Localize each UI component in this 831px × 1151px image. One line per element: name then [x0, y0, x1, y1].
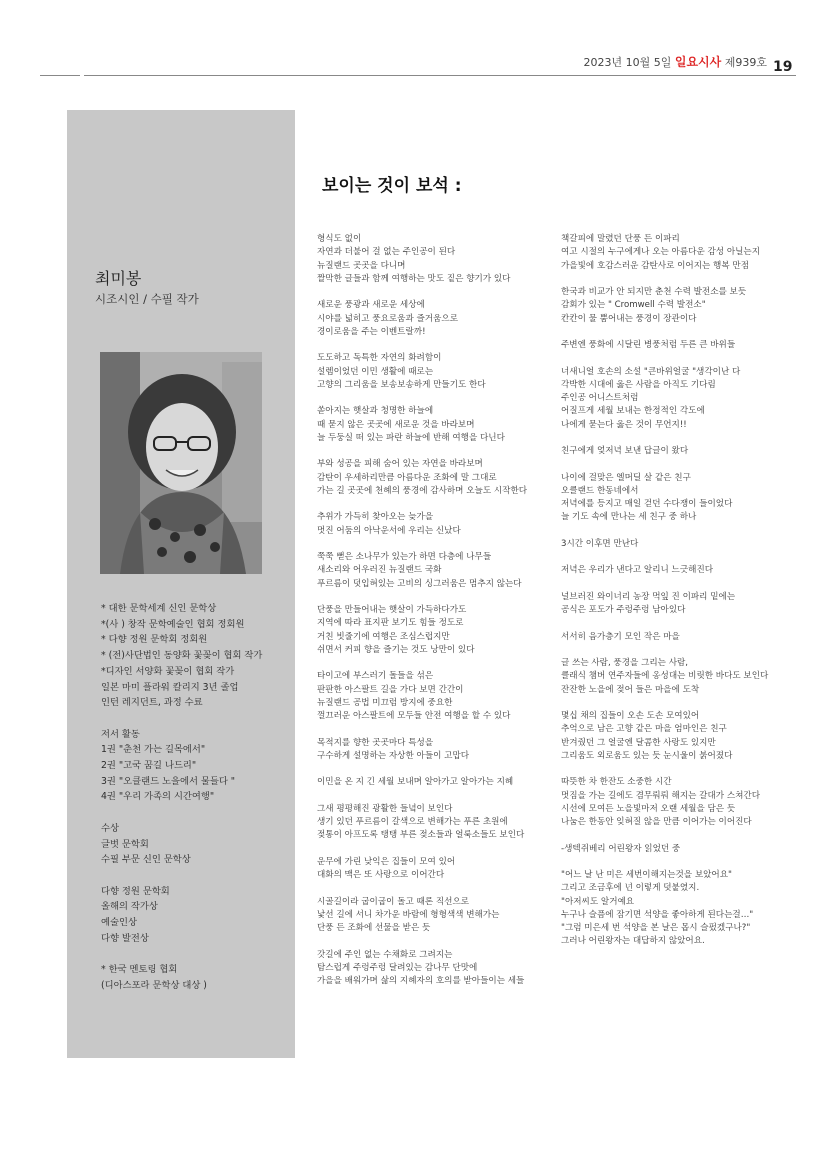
bio-line: 3권 "오클랜드 노을에서 물들다 " — [101, 775, 236, 787]
poem-line: 추억으로 남은 고향 같은 마을 엄마인은 친구 — [561, 724, 727, 735]
poem-line: 목적지를 향한 곳곳마다 특성을 — [317, 737, 434, 748]
header-rule — [84, 75, 796, 76]
poem-line: 부와 성공을 피해 숨어 있는 자연을 바라보며 — [317, 459, 483, 470]
poem-line: 대화의 맥은 또 사랑으로 이어간다 — [317, 870, 445, 880]
poem-line — [561, 578, 801, 591]
bio-line: 2권 "고국 꿈길 나드리" — [101, 760, 197, 772]
poem-line: 그새 평평해진 광활한 들녘이 보인다 — [317, 803, 453, 814]
poem-line: 짤막한 글들과 함께 여행하는 맛도 짙은 향기가 있다 — [317, 273, 511, 284]
bio-line: 올해의 작가상 — [101, 901, 158, 913]
poem-line: 오클랜드 한동네에서 — [561, 485, 639, 496]
header-issue: 제939호 — [724, 56, 767, 69]
bio-line: 4권 "우리 가족의 시간여행" — [101, 791, 215, 803]
poem-line — [317, 723, 557, 736]
poem-line: 잔잔한 노을에 젖어 들은 마을에 도착 — [561, 684, 700, 695]
bio-line: 예술인상 — [101, 917, 137, 929]
poem-line: 그러나 어린왕자는 대답하지 않았어요. — [561, 936, 705, 947]
poem-line — [561, 856, 801, 869]
poem-line: 반겨줬던 그 얼굴엔 달콤한 사랑도 있지만 — [561, 737, 716, 748]
bio-line: * 다향 정원 문학회 정회원 — [101, 634, 208, 646]
bio-line: 수필 부문 신인 문학상 — [101, 854, 191, 866]
poem-line: 경이로움을 주는 이벤트랄까! — [317, 326, 426, 337]
poem-line: 어질프게 세월 보내는 한정적인 각도에 — [561, 406, 705, 417]
poem-line: 단풍을 만들어내는 햇살이 가득하다가도 — [317, 605, 467, 615]
poem-line — [561, 763, 801, 776]
poem-line — [561, 525, 801, 538]
poem-line: 이민을 온 지 긴 세월 보내며 알아가고 알아가는 지혜 — [317, 777, 514, 788]
bio-line: 저서 활동 — [101, 728, 140, 740]
poem-line — [561, 829, 801, 842]
bio-line — [101, 711, 291, 727]
poem-line: 나눔은 한동안 잊혀질 않을 만큼 이어가는 이어진다 — [561, 817, 752, 827]
poem-line: 멋짐을 가는 길에도 겸무뤄뤄 해지는 갈대가 스쳐간다 — [561, 790, 761, 801]
poem-line — [561, 432, 801, 445]
poem-line: 가을을 배워가며 삶의 지혜자의 호의를 받아들이는 세들 — [317, 976, 525, 986]
author-name: 최미봉 — [95, 269, 142, 288]
poem-line: 늘 기도 속에 만나는 세 친구 중 하나 — [561, 512, 697, 523]
poem-line: 뉴질랜드 곳곳을 다니며 — [317, 260, 406, 271]
poem-line: "어느 날 난 미은 세번이해지는것을 보았어요" — [561, 870, 732, 880]
poem-line: 낯선 길에 서니 차가운 바람에 형형색색 변해가는 — [317, 909, 500, 920]
bio-line: * 대한 문학세계 신인 문학상 — [101, 603, 217, 614]
poem-line: 타이고에 부스러기 돌들을 섞은 — [317, 671, 434, 682]
poem-line: 추위가 가득히 찾아오는 늦가을 — [317, 512, 434, 523]
poem-line: 책갈피에 말렸던 단풍 든 이파리 — [561, 234, 680, 244]
bio-line: 1권 "춘천 가는 길목에서" — [101, 744, 206, 756]
poem-line: 운무에 가린 낮익은 집들이 모여 있어 — [317, 856, 456, 867]
header-rule-left — [40, 75, 80, 76]
poem-line: "그럼 미은세 번 석양을 본 날은 몹시 슬펐겠구나?" — [561, 923, 751, 933]
poem-line: 칸칸이 물 뿜어내는 풍경이 장관이다 — [561, 313, 697, 324]
poem-line — [317, 339, 557, 352]
poem-line — [317, 882, 557, 895]
poem-line: 가을빛에 호감스러운 감탄사로 이어지는 행복 만점 — [561, 260, 749, 271]
poem-line — [561, 551, 801, 564]
poem-line — [317, 763, 557, 776]
poem-line — [317, 843, 557, 856]
poem-line: 시골길이라 굽이굽이 돌고 때론 직선으로 — [317, 896, 470, 907]
poem-line — [317, 538, 557, 551]
poem-line: 쉬면서 커피 향을 즐기는 것도 낭만이 있다 — [317, 644, 475, 655]
poem-line: 글 쓰는 사람, 풍경을 그리는 사람, — [561, 658, 689, 668]
poem-line: 따뜻한 차 한잔도 소중한 시간 — [561, 777, 672, 788]
poem-line — [561, 644, 801, 657]
article-column-right — [561, 233, 801, 949]
poem-line: 감탄이 우세하리만큼 아름다운 조화에 말 그대로 — [317, 472, 497, 483]
bio-line — [101, 805, 291, 821]
author-portrait — [100, 352, 262, 574]
poem-line: 시야를 넓히고 풍요로움과 즐거움으로 — [317, 313, 459, 324]
poem-line — [317, 498, 557, 511]
bio-line: 인턴 레지던트, 과정 수료 — [101, 697, 203, 709]
bio-line: (디아스포라 문학상 대상 ) — [101, 979, 207, 991]
poem-line — [317, 591, 557, 604]
poem-line — [561, 326, 801, 339]
poem-line: 설렘이었던 이민 생활에 때로는 — [317, 366, 434, 377]
poem-line: 그리고 조금후에 넌 이렇게 덧붙였지. — [561, 883, 700, 894]
poem-line — [317, 935, 557, 948]
poem-line: 고향의 그리움을 보송보송하게 만들기도 한다 — [317, 379, 486, 390]
bio-line: *(사 ) 창작 문학예술인 협회 정회원 — [101, 618, 245, 630]
poem-line: 늘 두둥실 떠 있는 파란 하늘에 반해 여행을 다닌다 — [317, 432, 505, 443]
article-column-left — [317, 233, 557, 988]
bio-line: 다향 정원 문학회 — [101, 885, 170, 897]
poem-line: -생텍쥐베리 어린왕자 읽었던 중 — [561, 843, 681, 854]
bio-line: 일본 마미 플라워 칼리지 3년 졸업 — [101, 681, 239, 693]
poem-line: 3시간 이후면 만난다 — [561, 538, 639, 549]
poem-line — [317, 657, 557, 670]
poem-line: 새소리와 어우러진 뉴질랜드 국화 — [317, 565, 442, 576]
poem-line: 시선에 모여든 노을빛마저 오랜 세월을 담은 듯 — [561, 803, 736, 814]
poem-line: 널브러진 와이너리 농장 먹잎 진 이파리 밑에는 — [561, 591, 736, 602]
header-date: 2023년 10월 5일 — [583, 56, 672, 69]
bio-line: 수상 — [101, 822, 119, 834]
poem-line — [561, 273, 801, 286]
poem-line: 공식은 포도가 주렁주렁 남아있다 — [561, 605, 686, 615]
poem-line: 서서히 음가층기 모인 작은 마을 — [561, 631, 680, 642]
poem-line: 갓길에 주인 없는 수채화로 그려지는 — [317, 949, 453, 960]
poem-line: 젖통이 아프도록 탱탱 부른 젖소들과 얼룩소들도 보인다 — [317, 830, 525, 841]
poem-line — [317, 445, 557, 458]
poem-line: 그리움도 외로움도 있는 듯 눈시울이 붉어졌다 — [561, 750, 733, 761]
page-number: 19 — [773, 59, 793, 75]
poem-line: 친구에게 엊저녁 보낸 답글이 왔다 — [561, 446, 689, 456]
poem-line: 때 묻지 않은 곳곳에 새로운 것을 바라보며 — [317, 419, 475, 430]
poem-line — [561, 697, 801, 710]
poem-line: 클래식 챔버 연주자들에 옹성대는 비릿한 바다도 보인다 — [561, 671, 769, 682]
poem-line: 단풍 든 조화에 선물을 받은 듯 — [317, 923, 431, 933]
author-sidebar — [67, 110, 295, 1058]
author-role: 시조시인 / 수필 작가 — [95, 292, 199, 306]
bio-line — [101, 946, 291, 962]
poem-line: 나에게 묻는다 옳은 것이 무언지!! — [561, 419, 687, 430]
poem-line: 판판한 아스팔트 길을 가다 보면 간간이 — [317, 684, 464, 695]
poem-line: 쭉쭉 뻗은 소나무가 있는가 하면 다층에 나무들 — [317, 552, 492, 562]
poem-line: 주인공 어니스트처럼 — [561, 393, 639, 403]
poem-line: 몇십 채의 집들이 오손 도손 모여있어 — [561, 711, 700, 721]
poem-line: "아저씨도 알거예요 — [561, 896, 635, 907]
portrait-photo-icon — [100, 352, 262, 574]
poem-line: 주변엔 풍화에 시달린 병풍처럼 두른 큰 바위들 — [561, 340, 736, 350]
poem-line: 너새니얼 호손의 소설 "큰바위얼굴 "생각이난 다 — [561, 366, 741, 377]
bio-line: * (전)사단법인 동양화 꽃꽂이 협회 작가 — [101, 650, 263, 662]
poem-line: 쏟아지는 햇살과 청명한 하늘에 — [317, 406, 434, 417]
bio-line: 다향 발전상 — [101, 932, 149, 944]
poem-line: 한국과 비교가 안 되지만 춘천 수력 발전소를 보듯 — [561, 287, 747, 297]
poem-line: 뉴질랜드 공법 미끄럼 방지에 중요한 — [317, 697, 453, 708]
poem-line: 형식도 없이 — [317, 234, 362, 244]
poem-line: 푸르름이 덧입혀있는 고비의 싱그러움은 멈추지 않는다 — [317, 578, 522, 589]
poem-line: 도도하고 독특한 자연의 화려함이 — [317, 353, 442, 364]
author-bio — [101, 601, 291, 994]
poem-line — [561, 458, 801, 471]
bio-line: * 한국 멘토링 협회 — [101, 964, 178, 976]
poem-line: 저녁에를 등지고 매일 걷던 수다쟁이 들이었다 — [561, 499, 733, 509]
poem-line: 탐스럽게 주렁주렁 달려있는 감나무 단맛에 — [317, 962, 478, 973]
poem-line: 나이에 걸맞은 엘머딜 살 같은 친구 — [561, 472, 691, 483]
poem-line: 누구나 슬픔에 잠기면 석양을 좋아하게 된다는걸…" — [561, 909, 754, 920]
bio-line — [101, 868, 291, 884]
header-dateline — [584, 53, 768, 70]
bio-line: *디자인 서양화 꽃꽂이 협회 작가 — [101, 665, 235, 677]
poem-line: 새로운 풍광과 새로운 세상에 — [317, 300, 425, 311]
poem-line: 생기 있던 푸르름이 갈색으로 변해가는 푸른 초원에 — [317, 817, 508, 827]
article-title: 보이는 것이 보석 : — [322, 176, 462, 196]
poem-line: 지역에 따라 표지판 보기도 힘들 정도로 — [317, 618, 464, 629]
poem-line: 거친 빗줄기에 여행은 조심스럽지만 — [317, 631, 450, 642]
poem-line — [317, 286, 557, 299]
poem-line: 가는 길 곳곳에 천혜의 풍경에 감사하며 오늘도 시작한다 — [317, 485, 528, 496]
poem-line: 자연과 더불어 걸 없는 주인공이 된다 — [317, 247, 456, 258]
header-brand: 일요시사 — [674, 55, 722, 69]
poem-line — [317, 392, 557, 405]
poem-line: 멋진 어둠의 아낙운서에 우리는 신났다 — [317, 525, 461, 536]
poem-line — [317, 790, 557, 803]
poem-line — [561, 617, 801, 630]
poem-line: 여고 시절의 누구에게나 오는 아름다운 감성 아닐는지 — [561, 247, 761, 258]
poem-line: 구수하게 설명하는 자상한 아들이 고맙다 — [317, 750, 470, 761]
poem-line: 각박한 시대에 옳은 사람을 아직도 기다림 — [561, 379, 716, 390]
poem-line — [561, 352, 801, 365]
poem-line: 저녁은 우리가 낸다고 알리니 느긋해진다 — [561, 565, 714, 576]
poem-line: 감회가 있는 " Cromwell 수력 발전소" — [561, 300, 706, 311]
bio-line: 글벗 문학회 — [101, 838, 149, 850]
poem-line: 껄끄러운 아스팔트에 모두들 안전 여행을 할 수 있다 — [317, 711, 511, 721]
